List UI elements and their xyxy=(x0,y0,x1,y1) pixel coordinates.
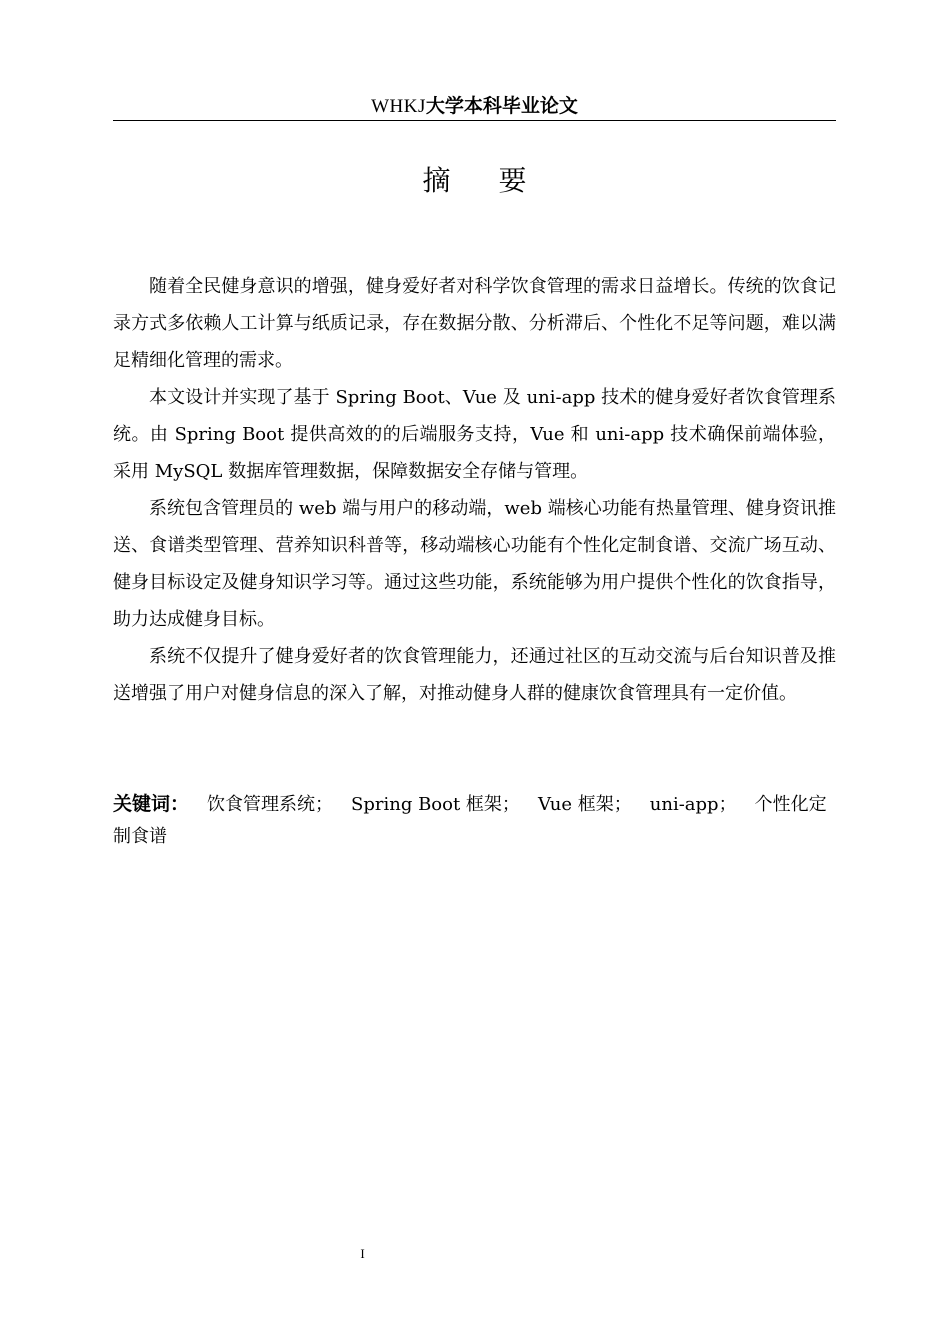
keywords-section xyxy=(113,788,836,853)
header-thesis-type: 大学本科毕业论文 xyxy=(425,95,578,117)
keywords-label: 关键词： xyxy=(113,793,190,815)
keyword-item: uni-app； xyxy=(649,794,737,815)
header-school-abbr: WHKJ xyxy=(371,96,426,117)
abstract-paragraph-3: 系统包含管理员的 web 端与用户的移动端，web 端核心功能有热量管理、健身资讯推送、食谱类型管理、营养知识科普等，移动端核心功能有个性化定制食谱、交流广场互动、健身目标设定及健身知识学习等。通过这些功能，系统能够为用户提供个性化的饮食指导，助力达成健身目标。 xyxy=(113,498,836,630)
keyword-item: 个性化定制食谱 xyxy=(113,794,827,847)
keyword-item: Spring Boot 框架； xyxy=(351,794,520,815)
abstract-title: 摘要 xyxy=(422,164,575,197)
keyword-item: 饮食管理系统； xyxy=(207,794,334,815)
abstract-body xyxy=(113,268,836,712)
keyword-item: Vue 框架； xyxy=(537,794,632,815)
abstract-paragraph-4: 系统不仅提升了健身爱好者的饮食管理能力，还通过社区的互动交流与后台知识普及推送增强了用户对健身信息的深入了解，对推动健身人群的健康饮食管理具有一定价值。 xyxy=(113,646,836,704)
page-number: I xyxy=(360,1246,365,1261)
abstract-paragraph-2: 本文设计并实现了基于 Spring Boot、Vue 及 uni-app 技术的健身爱好者饮食管理系统。由 Spring Boot 提供高效的的后端服务支持，Vue 和 uni-app 技术确保前端体验，采用 MySQL 数据库管理数据，保障数据安全存储与管理。 xyxy=(113,387,836,482)
abstract-paragraph-1: 随着全民健身意识的增强，健身爱好者对科学饮食管理的需求日益增长。传统的饮食记录方式多依赖人工计算与纸质记录，存在数据分散、分析滞后、个性化不足等问题，难以满足精细化管理的需求。 xyxy=(113,276,836,371)
page-header xyxy=(113,92,836,121)
